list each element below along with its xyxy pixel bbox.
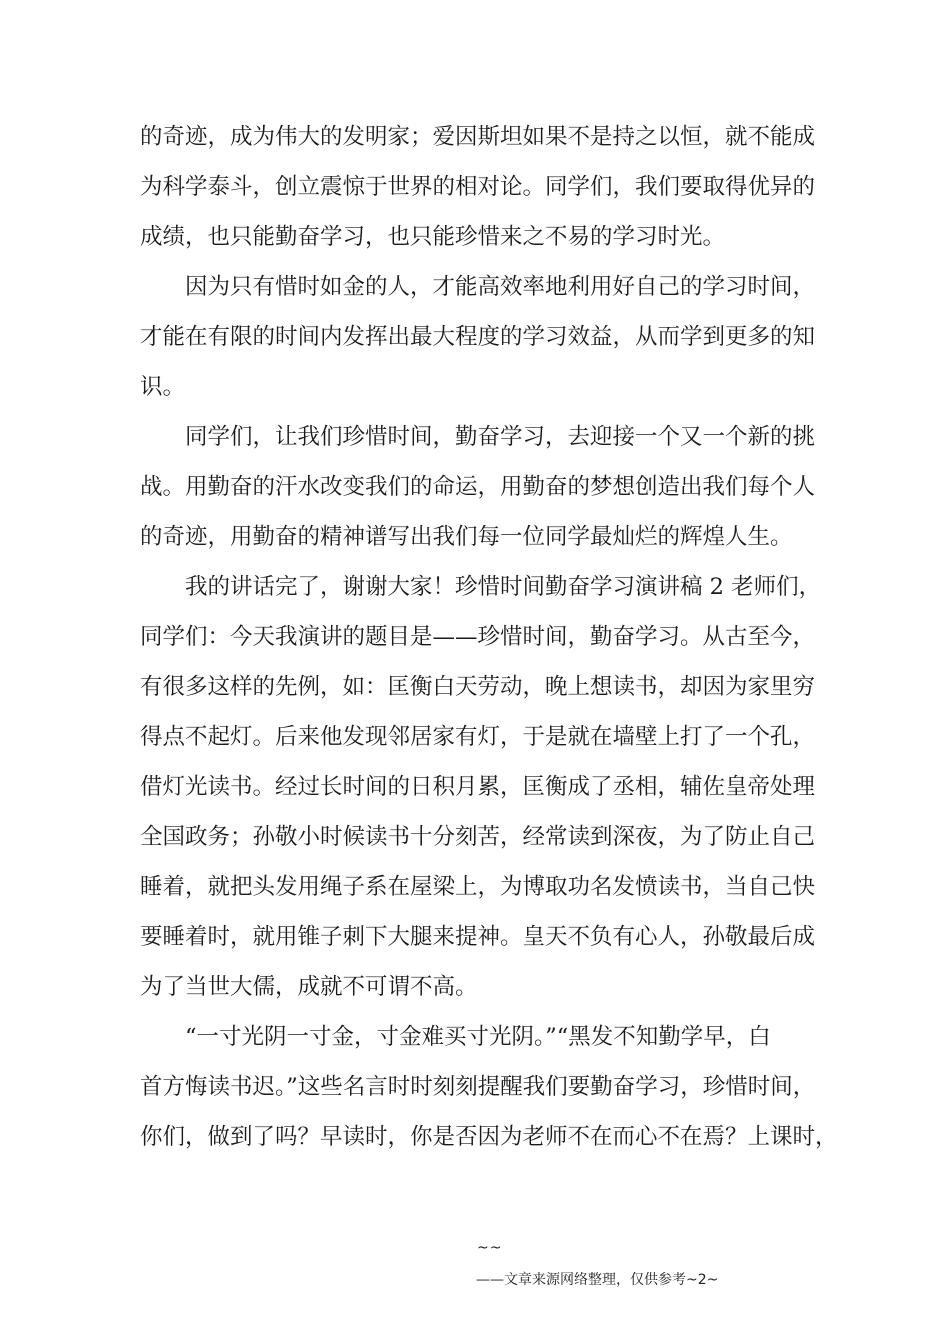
text-line: 同学们：今天我演讲的题目是——珍惜时间，勤奋学习。从古至今， xyxy=(140,624,816,650)
text-line: 因为只有惜时如金的人，才能高效率地利用好自己的学习时间， xyxy=(185,274,816,300)
text-line: 有很多这样的先例，如：匡衡白天劳动，晚上想读书，却因为家里穷 xyxy=(140,674,816,700)
footer-source-note: ——文章来源网络整理，仅供参考 xyxy=(476,1272,686,1288)
text-line: 睡着，就把头发用绳子系在屋梁上，为博取功名发愤读书，当自己快 xyxy=(140,874,816,900)
text-line: 你们，做到了吗？早读时，你是否因为老师不在而心不在焉？上课时， xyxy=(140,1124,838,1150)
text-line: “一寸光阴一寸金，寸金难买寸光阴。”“黑发不知勤学早，白 xyxy=(185,1024,771,1050)
text-line: 为科学泰斗，创立震惊于世界的相对论。同学们，我们要取得优异的 xyxy=(140,174,816,200)
text-line: 我的讲话完了，谢谢大家！珍惜时间勤奋学习演讲稿 2 老师们， xyxy=(185,574,822,600)
text-line: 首方悔读书迟。”这些名言时时刻刻提醒我们要勤奋学习，珍惜时间， xyxy=(140,1074,816,1100)
page-number: ~2~ xyxy=(686,1272,719,1288)
text-line: 才能在有限的时间内发挥出最大程度的学习效益，从而学到更多的知 xyxy=(140,324,816,350)
text-line: 得点不起灯。后来他发现邻居家有灯，于是就在墙壁上打了一个孔， xyxy=(140,724,816,750)
text-line: 全国政务；孙敬小时候读书十分刻苦，经常读到深夜，为了防止自己 xyxy=(140,824,816,850)
text-line: 识。 xyxy=(140,374,186,400)
text-line: 的奇迹，用勤奋的精神谱写出我们每一位同学最灿烂的辉煌人生。 xyxy=(140,524,793,550)
footer-note xyxy=(476,1269,718,1289)
text-line: 要睡着时，就用锥子刺下大腿来提神。皇天不负有心人，孙敬最后成 xyxy=(140,924,816,950)
text-line: 为了当世大儒，成就不可谓不高。 xyxy=(140,974,478,1000)
text-line: 同学们，让我们珍惜时间，勤奋学习，去迎接一个又一个新的挑 xyxy=(185,424,816,450)
footer-mark: ~~ xyxy=(477,1240,503,1256)
text-line: 借灯光读书。经过长时间的日积月累，匡衡成了丞相，辅佐皇帝处理 xyxy=(140,774,816,800)
text-line: 成绩，也只能勤奋学习，也只能珍惜来之不易的学习时光。 xyxy=(140,224,726,250)
document-body xyxy=(140,112,838,1162)
text-line: 的奇迹，成为伟大的发明家；爱因斯坦如果不是持之以恒，就不能成 xyxy=(140,124,816,150)
text-line: 战。用勤奋的汗水改变我们的命运，用勤奋的梦想创造出我们每个人 xyxy=(140,474,816,500)
